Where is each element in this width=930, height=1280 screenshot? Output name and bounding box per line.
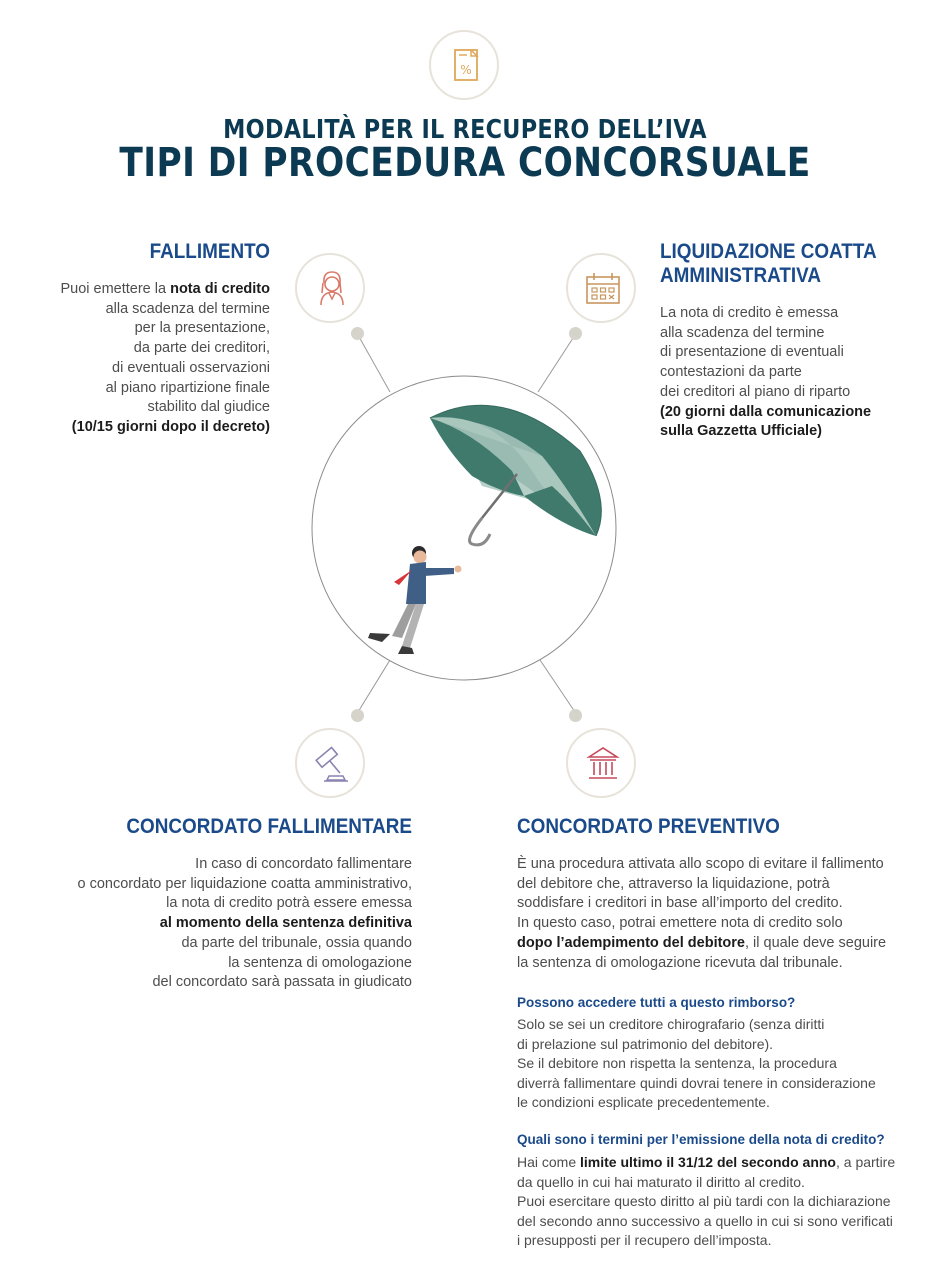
fallimento-text: Puoi emettere la nota di credito alla scadenza del termine per la presentazione, da parte dei creditori, di eventuali osservazioni al piano ripartizione finale stabilito dal giudice (10/15 giorni dopo il decreto) <box>60 281 270 435</box>
connector-dot <box>569 327 582 340</box>
judge-icon <box>295 253 365 323</box>
connector-dot <box>351 709 364 722</box>
man-catching-umbrella-illustration <box>312 376 616 680</box>
calendar-icon <box>566 253 636 323</box>
connector-dot <box>569 709 582 722</box>
liquidazione-heading: LIQUIDAZIONE COATTA AMMINISTRATIVA <box>660 240 877 287</box>
concordato-preventivo-heading: CONCORDATO PREVENTIVO <box>517 815 780 838</box>
concordato-fallimentare-text: In caso di concordato fallimentare o concordato per liquidazione coatta amministrativo, la nota di credito potrà essere emessa al momento della sentenza definitiva da parte del tribunale, ossia quando la sentenza di omologazione del concordato sarà passata in giudicato <box>77 856 412 991</box>
concordato-fallimentare-heading: CONCORDATO FALLIMENTARE <box>126 815 412 838</box>
fallimento-heading: FALLIMENTO <box>149 240 270 263</box>
answer-terms: Hai come limite ultimo il 31/12 del secondo anno, a partire da quello in cui hai maturato il diritto al credito. Puoi esercitare questo diritto al più tardi con la dichiarazione del secondo anno successivo a quello in cui si sono verificati i presupposti per il recupero dell’imposta. <box>517 1154 896 1248</box>
title-line-1: MODALITÀ PER IL RECUPERO DELL’IVA <box>223 115 707 145</box>
svg-text:%: % <box>460 63 472 77</box>
bank-icon <box>566 728 636 798</box>
question-access: Possono accedere tutti a questo rimborso? <box>517 995 796 1010</box>
question-terms: Quali sono i termini per l’emissione della nota di credito? <box>517 1132 885 1147</box>
concordato-preventivo-text: È una procedura attivata allo scopo di evitare il fallimento del debitore che, attraverso la liquidazione, potrà soddisfare i creditori in base all’importo del credito. In questo caso, potrai emettere nota di credito solo dopo l’adempimento del debitore, il quale deve seguire la sentenza di omologazione ricevuta dal tribunale. <box>517 856 887 971</box>
answer-access: Solo se sei un creditore chirografario (senza diritti di prelazione sul patrimonio del debitore). Se il debitore non rispetta la sentenza, la procedura diverrà fallimentare quindi dovrai tenere in considerazione le condizioni esplicate precedentemente. <box>517 1016 876 1110</box>
gavel-icon <box>295 728 365 798</box>
title-line-2: TIPI DI PROCEDURA CONCORSUALE <box>119 140 811 186</box>
liquidazione-text: La nota di credito è emessa alla scadenza del termine di presentazione di eventuali contestazioni da parte dei creditori al piano di riparto (20 giorni dalla comunicazione sulla Gazzetta Ufficiale) <box>660 305 872 440</box>
connector-dot <box>351 327 364 340</box>
